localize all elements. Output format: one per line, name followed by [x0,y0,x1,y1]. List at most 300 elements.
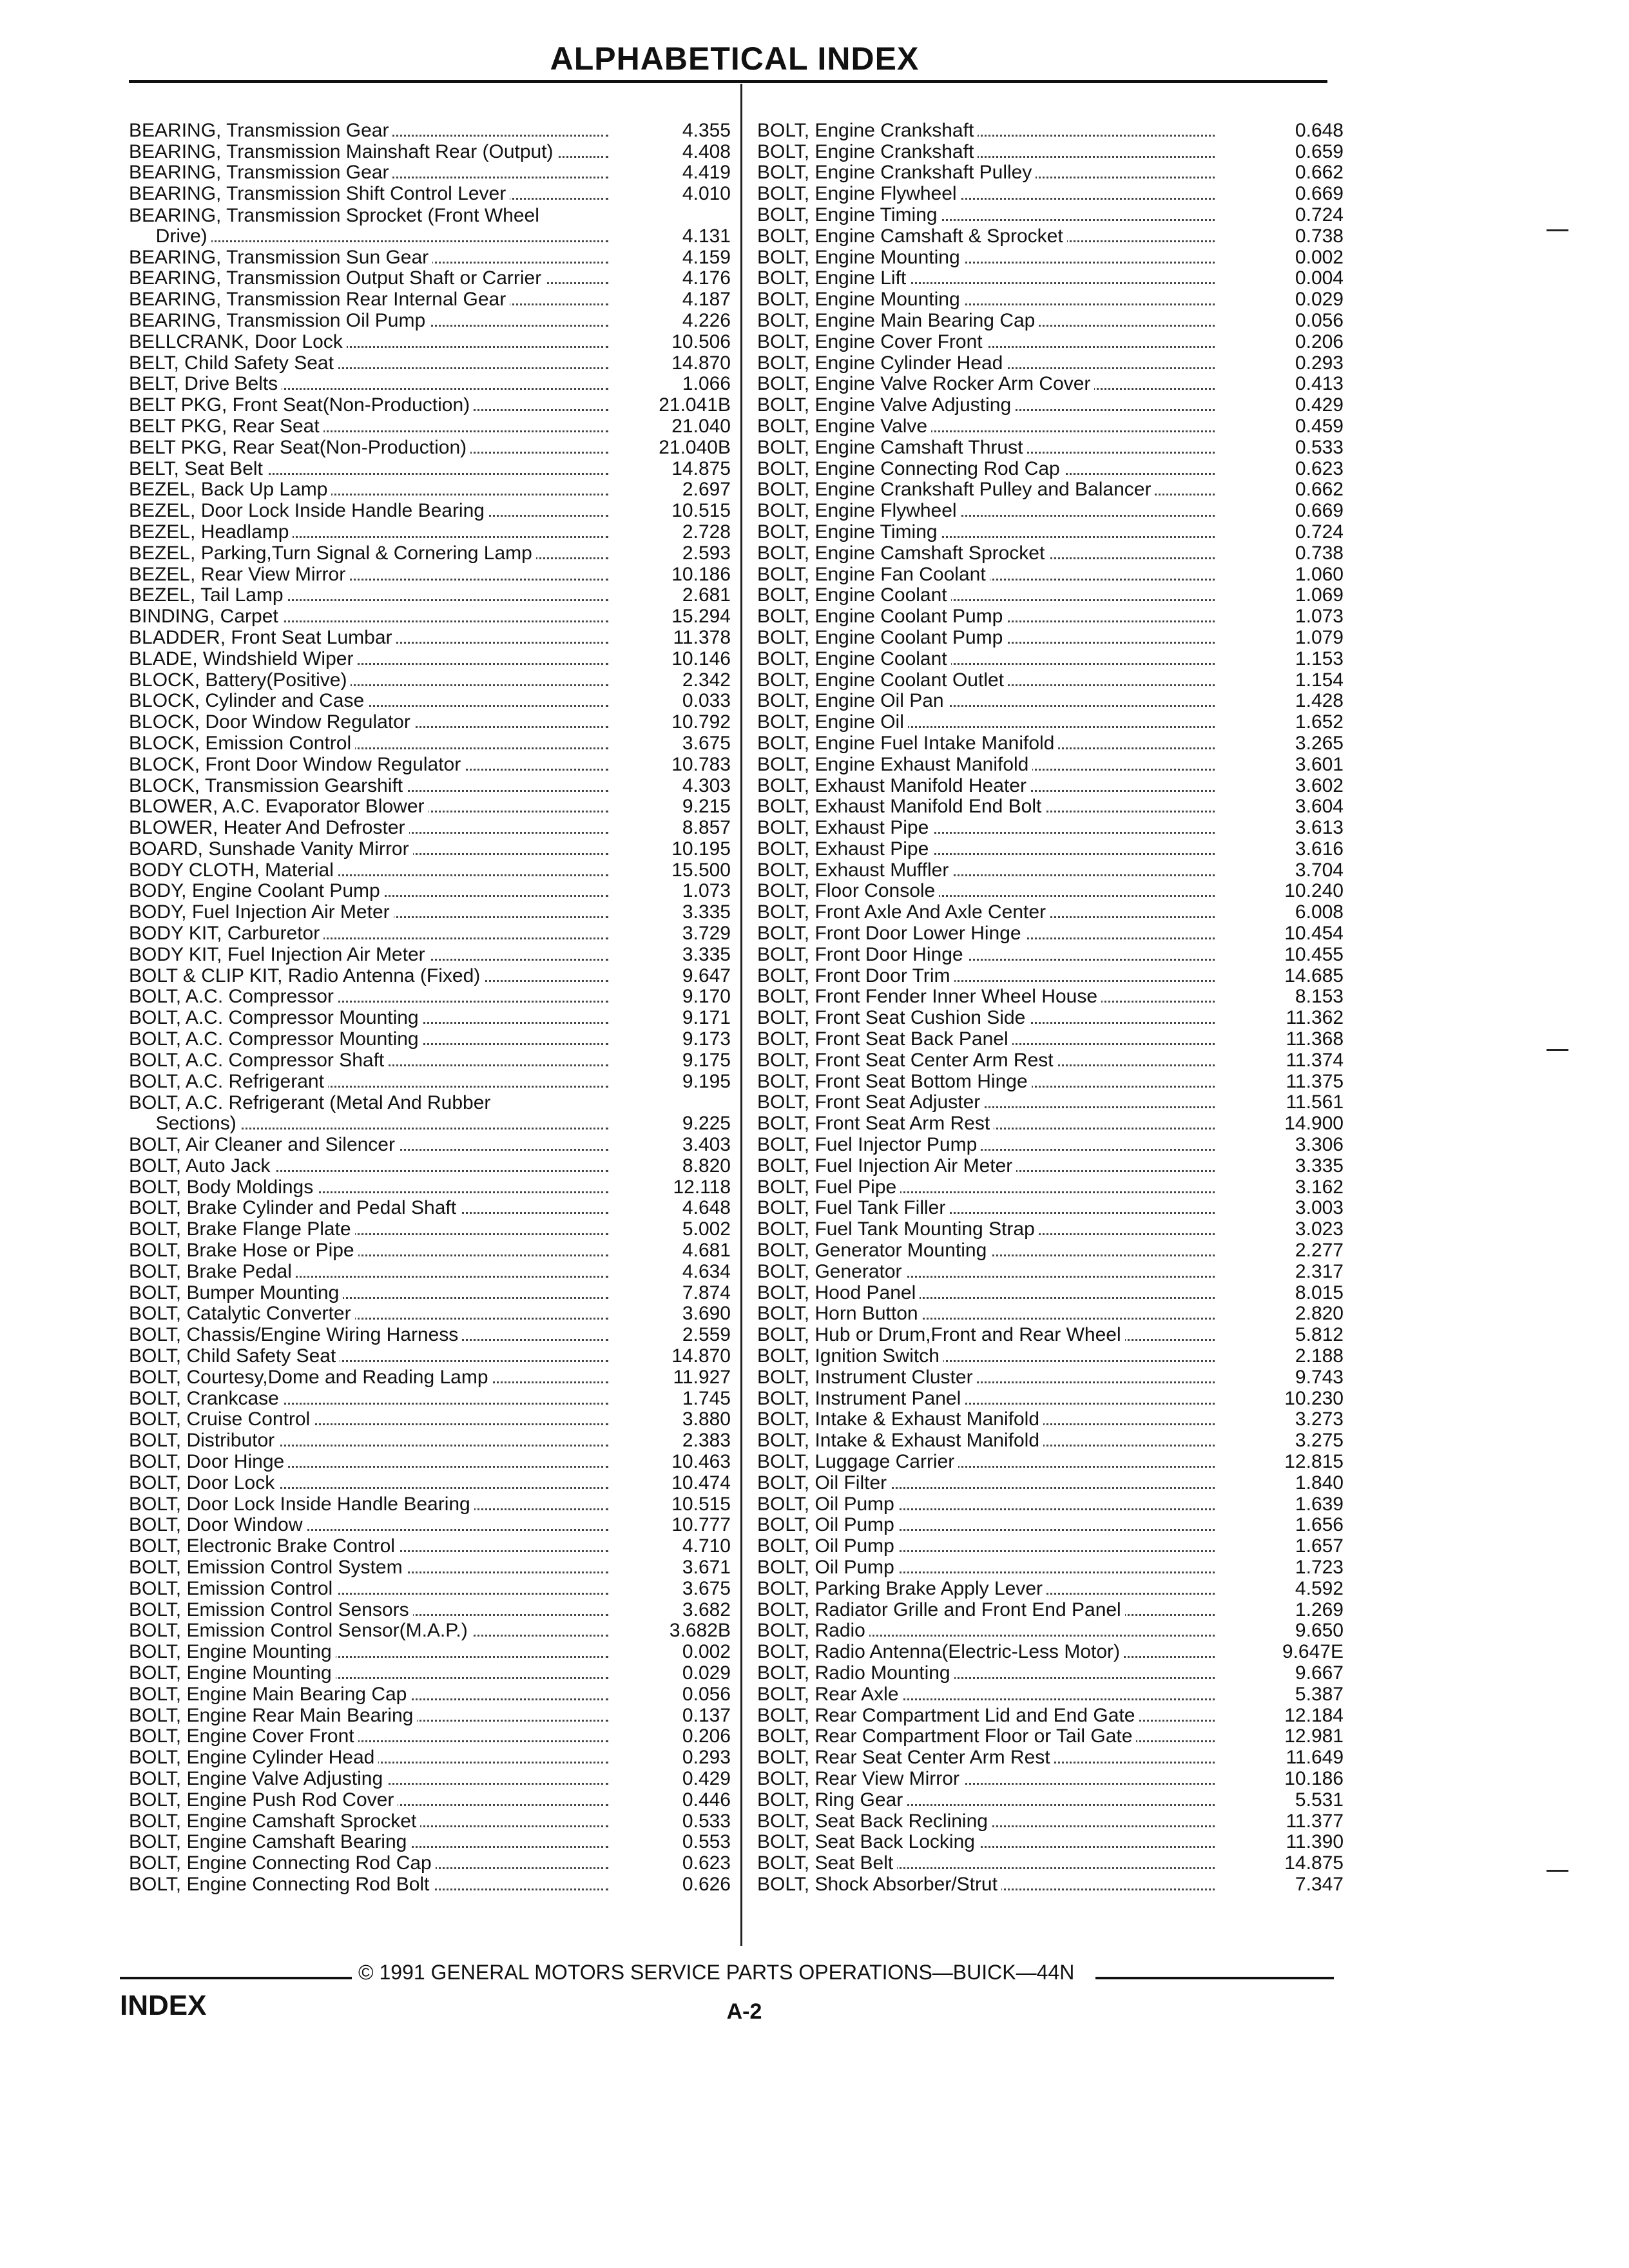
entry-page-ref: 0.553 [682,1831,731,1853]
entry-name-cell [757,1092,1240,1113]
entry-page-ref: 3.335 [1295,1155,1344,1177]
entry-page-ref: 0.002 [1295,246,1344,268]
entry-name: BOLT, Electronic Brake Control [129,1536,399,1557]
entry-name: BOARD, Sunshade Vanity Mirror [129,839,413,860]
entry-page-ref: 2.559 [682,1324,731,1346]
index-entry [757,1811,1344,1832]
entry-name-cell [129,1494,634,1515]
entry-name-cell [757,902,1240,923]
entry-name-cell [757,649,1240,669]
entry-name: BOLT, Radio Antenna(Electric-Less Motor) [757,1642,1124,1662]
entry-name-cell [757,564,1240,585]
entry-page-ref: 3.682B [669,1620,731,1642]
entry-name-cell [757,1452,1240,1472]
index-entry [757,437,1344,458]
index-entry [757,1303,1344,1325]
index-entry [129,564,731,585]
entry-name-cell [129,1473,634,1494]
index-entry [757,1874,1344,1895]
entry-name: BEARING, Transmission Gear [129,120,392,141]
entry-page-ref: 10.515 [671,500,731,522]
index-entry [129,268,731,289]
entry-name-cell [757,1303,1240,1324]
index-entry [757,1726,1344,1747]
index-entry [129,754,731,775]
entry-page-ref: 0.293 [682,1747,731,1769]
entry-name: BOLT, Radio [757,1620,869,1641]
index-entry [129,543,731,564]
entry-page-ref: 0.206 [1295,331,1344,352]
entry-name: BOLT, Front Door Lower Hinge [757,923,1025,944]
entry-name: BEARING, Transmission Shift Control Lever [129,184,510,204]
entry-name-cell [757,1811,1240,1832]
entry-name-cell [757,416,1240,437]
entry-name-cell [129,416,634,437]
entry-name-cell [129,268,634,289]
entry-name-cell [757,1072,1240,1092]
index-entry [129,944,731,965]
index-entry [129,1388,731,1409]
entry-page-ref: 0.033 [682,690,731,712]
entry-name-cell [757,353,1240,374]
index-entry [757,1324,1344,1345]
entry-name-cell [129,1790,634,1811]
entry-page-ref: 2.188 [1295,1345,1344,1367]
index-entry [129,1811,731,1832]
entry-name: BOLT, Distributor [129,1430,278,1451]
entry-page-ref: 7.347 [1295,1873,1344,1895]
entry-name: BOLT, Engine Oil Pan [757,691,948,711]
index-entry [129,1832,731,1853]
entry-page-ref: 0.648 [1295,119,1344,141]
entry-page-ref: 3.023 [1295,1218,1344,1240]
entry-name-cell [129,1663,634,1684]
index-entry [129,1599,731,1620]
index-entry [757,479,1344,501]
entry-name-cell [129,501,634,521]
entry-name: BOLT, Front Seat Center Arm Rest [757,1050,1057,1071]
entry-page-ref: 4.303 [682,774,731,796]
entry-page-ref: 10.230 [1284,1387,1344,1409]
entry-name-cell [129,606,634,627]
entry-page-ref: 2.342 [682,669,731,691]
entry-name: BOLT, Engine Mounting [129,1663,336,1684]
entry-page-ref: 2.317 [1295,1260,1344,1282]
entry-name: BOLT, Instrument Cluster [757,1367,977,1388]
index-entry [757,1240,1344,1261]
entry-name: BEARING, Transmission Sprocket (Front Wheel Drive) [129,205,539,247]
entry-page-ref: 15.500 [671,859,731,881]
entry-name: BEZEL, Back Up Lamp [129,479,331,500]
entry-name: BLOCK, Transmission Gearshift [129,776,407,796]
entry-name-cell [757,1409,1240,1430]
index-entry [757,331,1344,352]
index-entry [129,1071,731,1092]
entry-name: BLADE, Windshield Wiper [129,649,357,669]
entry-name: BEZEL, Parking,Turn Signal & Cornering Lamp [129,543,536,564]
entry-name: BELT, Seat Belt [129,459,267,479]
entry-name-cell [129,1515,634,1535]
index-entry [129,648,731,669]
entry-page-ref: 10.146 [671,648,731,669]
index-entry [757,1409,1344,1430]
index-entry [757,1852,1344,1874]
index-entry [129,817,731,838]
entry-name-cell [129,564,634,585]
index-entry [757,1028,1344,1050]
footer-rule-right [1095,1977,1334,1979]
index-entry [757,1599,1344,1620]
entry-page-ref: 0.669 [1295,500,1344,522]
entry-page-ref: 12.118 [673,1176,731,1198]
entry-name: BOLT, Door Lock Inside Handle Bearing [129,1494,474,1515]
entry-name-cell [129,1389,634,1409]
index-entry [757,838,1344,860]
index-entry [757,352,1344,374]
entry-page-ref: 4.131 [682,225,731,247]
entry-name: BOLT, Oil Pump [757,1557,898,1578]
entry-name-cell [757,1050,1240,1071]
index-entry [129,711,731,733]
entry-page-ref: 1.073 [1295,606,1344,628]
entry-name: BLOWER, Heater And Defroster [129,818,409,838]
entry-name: BOLT, Emission Control Sensor(M.A.P.) [129,1620,472,1641]
entry-name: BOLT, Parking Brake Apply Lever [757,1579,1046,1599]
margin-tick-mark [1547,1049,1568,1051]
entry-name-cell [129,479,634,500]
entry-page-ref: 0.029 [682,1662,731,1684]
entry-name-cell [757,162,1240,183]
entry-page-ref: 4.355 [682,119,731,141]
entry-page-ref: 3.335 [682,901,731,923]
entry-name-cell [757,606,1240,627]
entry-name-cell [757,1473,1240,1494]
entry-page-ref: 3.602 [1295,774,1344,796]
entry-name: BOLT, Oil Pump [757,1536,898,1557]
entry-name-cell [757,459,1240,479]
entry-name-cell [129,902,634,923]
entry-name-cell [129,670,634,691]
entry-page-ref: 3.601 [1295,753,1344,775]
entry-page-ref: 9.170 [682,986,731,1008]
entry-name: BOLT, Engine Crankshaft Pulley and Balancer [757,479,1155,500]
index-entry [129,1684,731,1705]
entry-name: BOLT, Brake Cylinder and Pedal Shaft [129,1198,460,1218]
index-entry [757,1155,1344,1177]
entry-name: BOLT, Engine Camshaft & Sprocket [757,226,1067,247]
index-entry [129,1155,731,1177]
entry-name-cell [129,522,634,543]
entry-page-ref: 14.875 [1284,1852,1344,1874]
entry-page-ref: 4.176 [682,267,731,289]
entry-name: BLOCK, Front Door Window Regulator [129,754,465,775]
index-entry [757,226,1344,247]
index-entry [757,1113,1344,1134]
entry-name: BOLT, Engine Connecting Rod Cap [757,459,1064,479]
entry-page-ref: 5.387 [1295,1683,1344,1705]
entry-page-ref: 14.685 [1284,965,1344,986]
index-entry [129,1789,731,1811]
entry-page-ref: 3.704 [1295,859,1344,881]
entry-name-cell [757,1367,1240,1388]
entry-name-cell [757,1747,1240,1768]
index-entry [757,1345,1344,1367]
index-entry [757,1641,1344,1662]
entry-name: BOLT, Rear Axle [757,1684,903,1705]
entry-name-cell [129,585,634,606]
entry-page-ref: 11.561 [1286,1091,1344,1113]
entry-name: BLOCK, Cylinder and Case [129,691,368,711]
index-entry [129,627,731,648]
entry-name-cell [129,206,634,247]
entry-name: BOLT, Catalytic Converter [129,1303,355,1324]
index-entry [757,1282,1344,1303]
entry-name-cell [129,142,634,162]
index-entry [129,120,731,141]
index-entry [757,1388,1344,1409]
index-entry [757,521,1344,543]
entry-name: BELT, Drive Belts [129,374,282,394]
entry-name-cell [129,1156,634,1177]
entry-name: BOLT, Floor Console [757,881,939,901]
entry-name: BOLT, A.C. Compressor Shaft [129,1050,388,1071]
entry-name: BOLT, Front Door Trim [757,966,954,986]
entry-page-ref: 11.377 [1286,1810,1344,1832]
index-entry [757,606,1344,627]
index-entry [757,1261,1344,1282]
entry-page-ref: 9.215 [682,796,731,818]
entry-name-cell [129,966,634,986]
entry-name: BOLT, Engine Coolant Pump [757,628,1007,648]
entry-page-ref: 1.269 [1295,1599,1344,1620]
entry-name: BOLT, Oil Pump [757,1515,898,1535]
index-entry [757,394,1344,416]
entry-name: BOLT, Exhaust Manifold Heater [757,776,1030,796]
entry-name-cell [757,268,1240,289]
index-entry [129,162,731,184]
entry-page-ref: 1.656 [1295,1514,1344,1536]
index-entry [129,310,731,331]
entry-name: BOLT, Seat Back Locking [757,1832,979,1852]
entry-name-cell [129,1579,634,1599]
index-entry [129,352,731,374]
entry-name-cell [757,1283,1240,1303]
entry-name: BOLT, Front Seat Bottom Hinge [757,1072,1032,1092]
entry-page-ref: 0.002 [682,1641,731,1663]
entry-name: BOLT, Crankcase [129,1389,283,1409]
index-entry [129,1028,731,1050]
index-entry [757,669,1344,691]
entry-name: BEZEL, Door Lock Inside Handle Bearing [129,501,488,521]
index-entry [757,648,1344,669]
entry-page-ref: 1.652 [1295,711,1344,733]
entry-name-cell [757,374,1240,394]
entry-name: BODY KIT, Fuel Injection Air Meter [129,945,429,965]
entry-page-ref: 2.820 [1295,1303,1344,1325]
entry-page-ref: 0.413 [1295,373,1344,395]
index-entry [129,1050,731,1071]
entry-page-ref: 0.533 [1295,436,1344,458]
entry-page-ref: 10.777 [671,1514,731,1536]
index-entry [757,141,1344,162]
entry-name-cell [757,1620,1240,1641]
entry-name-cell [129,1050,634,1071]
entry-name-cell [757,1536,1240,1557]
entry-name-cell [757,1430,1240,1451]
entry-page-ref: 9.667 [1295,1662,1344,1684]
index-entry [129,733,731,754]
entry-page-ref: 3.604 [1295,796,1344,818]
index-entry [129,458,731,479]
entry-page-ref: 3.335 [682,943,731,965]
entry-name: BOLT, A.C. Compressor Mounting [129,1029,423,1050]
entry-page-ref: 9.743 [1295,1366,1344,1388]
entry-page-ref: 14.870 [671,1345,731,1367]
entry-name: BOLT, Engine Cylinder Head [129,1747,378,1768]
page-title: ALPHABETICAL INDEX [550,41,920,77]
entry-page-ref: 0.429 [1295,394,1344,416]
index-entry [129,986,731,1008]
entry-name-cell [757,1325,1240,1345]
index-entry [757,1367,1344,1388]
entry-name-cell [757,1853,1240,1874]
entry-page-ref: 2.681 [682,584,731,606]
entry-name-cell [129,1706,634,1726]
index-entry [129,901,731,923]
index-entry [757,1557,1344,1578]
entry-name: BOLT, Engine Mounting [757,247,964,268]
entry-page-ref: 0.724 [1295,204,1344,226]
entry-name-cell [129,923,634,944]
index-entry [757,1684,1344,1705]
index-entry [757,1218,1344,1240]
index-entry [757,120,1344,141]
entry-name: BOLT, Ignition Switch [757,1346,943,1367]
entry-name: BEZEL, Tail Lamp [129,585,287,606]
entry-name-cell [757,311,1240,331]
entry-name-cell [757,1515,1240,1535]
entry-page-ref: 2.593 [682,542,731,564]
entry-name: BOLT, Engine Camshaft Sprocket [129,1811,420,1832]
entry-page-ref: 10.506 [671,331,731,352]
index-entry [757,1198,1344,1219]
entry-page-ref: 0.626 [682,1873,731,1895]
index-entry [757,310,1344,331]
index-entry [757,458,1344,479]
entry-page-ref: 5.531 [1295,1789,1344,1811]
entry-name: BOLT, Engine Crankshaft [757,120,978,141]
entry-name: BOLT, Auto Jack [129,1156,275,1177]
index-entry [757,289,1344,310]
entry-name-cell [129,945,634,965]
entry-name: BOLT, Front Seat Back Panel [757,1029,1012,1050]
index-entry [129,1345,731,1367]
entry-name-cell [757,1494,1240,1515]
entry-name-cell [757,226,1240,247]
index-entry [757,1789,1344,1811]
title-rule [129,80,1327,83]
left-index-column [129,120,731,1895]
entry-page-ref: 0.056 [1295,309,1344,331]
index-entry [757,247,1344,268]
entry-name: BOLT, Engine Exhaust Manifold [757,754,1032,775]
entry-name: BOLT, Hub or Drum,Front and Rear Wheel [757,1325,1125,1345]
entry-page-ref: 0.623 [1295,457,1344,479]
entry-name-cell [129,1536,634,1557]
entry-name: BEZEL, Headlamp [129,522,293,543]
section-label: INDEX [120,1990,207,2021]
entry-name: BEARING, Transmission Output Shaft or Carrier [129,268,545,289]
entry-name: BEARING, Transmission Mainshaft Rear (Output) [129,142,557,162]
index-entry [757,1515,1344,1536]
entry-name-cell [129,776,634,796]
right-index-column [757,120,1344,1895]
entry-page-ref: 0.533 [682,1810,731,1832]
index-entry [757,1472,1344,1494]
index-entry [129,1134,731,1155]
index-entry [757,585,1344,606]
entry-page-ref: 10.463 [671,1451,731,1472]
entry-name: BELT PKG, Front Seat(Non-Production) [129,395,474,416]
entry-name-cell [129,1769,634,1789]
entry-page-ref: 0.662 [1295,162,1344,184]
index-entry [129,838,731,860]
entry-name-cell [757,1557,1240,1578]
index-entry [129,500,731,521]
entry-page-ref: 11.649 [1286,1747,1344,1769]
index-entry [757,1535,1344,1557]
entry-name-cell [129,1832,634,1852]
entry-name-cell [757,1177,1240,1198]
entry-name-cell [757,1579,1240,1599]
entry-name-cell [129,120,634,141]
entry-name: BOLT, Engine Coolant Pump [757,606,1007,627]
entry-page-ref: 10.186 [671,563,731,585]
entry-page-ref: 1.154 [1295,669,1344,691]
entry-name-cell [757,1769,1240,1789]
entry-page-ref: 9.647 [682,965,731,986]
entry-page-ref: 9.650 [1295,1620,1344,1642]
index-entry [757,754,1344,775]
entry-page-ref: 8.820 [682,1155,731,1177]
index-entry [757,627,1344,648]
entry-page-ref: 3.675 [682,732,731,754]
index-entry [129,965,731,986]
entry-page-ref: 3.682 [682,1599,731,1620]
entry-page-ref: 3.265 [1295,732,1344,754]
index-entry [757,564,1344,585]
entry-page-ref: 11.375 [1286,1070,1344,1092]
entry-name-cell [129,1642,634,1662]
entry-page-ref: 10.515 [671,1493,731,1515]
index-entry [757,1494,1344,1515]
index-entry [757,775,1344,796]
index-entry [129,923,731,944]
entry-page-ref: 0.004 [1295,267,1344,289]
entry-name-cell [757,1832,1240,1852]
entry-page-ref: 0.623 [682,1852,731,1874]
entry-name-cell [757,522,1240,543]
entry-name-cell [129,1600,634,1620]
margin-tick-mark [1547,229,1568,231]
entry-page-ref: 11.390 [1286,1831,1344,1853]
index-entry [757,796,1344,818]
entry-name-cell [757,628,1240,648]
entry-name: BOLT, A.C. Refrigerant (Metal And Rubber Sections) [129,1093,491,1135]
entry-name: BOLT, A.C. Refrigerant [129,1072,328,1092]
entry-name: BOLT, Engine Connecting Rod Bolt [129,1874,433,1895]
entry-name: BOLT, Instrument Panel [757,1389,965,1409]
